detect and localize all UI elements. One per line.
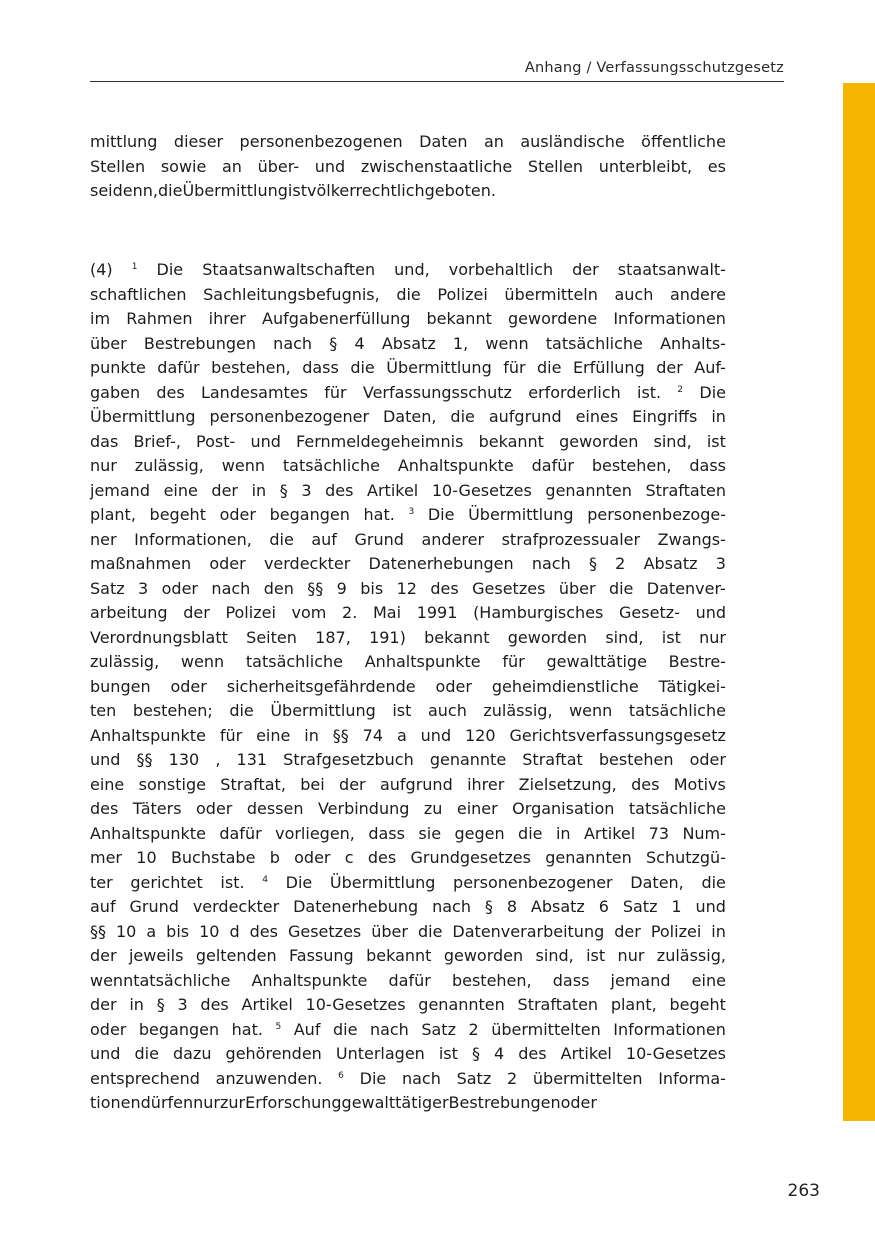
text-line: entsprechend anzuwenden. $^6$ Die nach Satz 2 übermittelten Informa- <box>90 1068 726 1088</box>
text-line: oder begangen hat. $^5$ Auf die nach Satz 2 übermittelten Informationen <box>90 1019 726 1039</box>
text-line: punkte dafür bestehen, dass die Übermittlung für die Erfüllung der Auf- <box>90 358 726 377</box>
text-line: ner Informationen, die auf Grund anderer strafprozessualer Zwangs- <box>90 529 726 549</box>
text-line: Übermittlung personenbezogener Daten, die aufgrund eines Eingriffs in <box>90 407 726 426</box>
text-line: der jeweils geltenden Fassung bekannt geworden sind, ist nur zulässig, <box>90 946 726 965</box>
text-line: bungen oder sicherheitsgefährdende oder geheimdienstliche Tätigkei- <box>90 676 726 696</box>
text-line: mer 10 Buchstabe b oder c des Grundgesetzes genannten Schutzgü- <box>90 848 726 867</box>
text-line: Stellen sowie an über- und zwischenstaatliche Stellen unterbleibt, es <box>90 156 726 176</box>
text-line: über Bestrebungen nach § 4 Absatz 1, wenn tatsächliche Anhalts- <box>90 333 726 353</box>
paragraph-section-4 <box>90 258 726 1116</box>
thumb-index-tab <box>843 83 875 1121</box>
text-line: der in § 3 des Artikel 10-Gesetzes genannten Straftaten plant, begeht <box>90 995 726 1014</box>
text-line: auf Grund verdeckter Datenerhebung nach § 8 Absatz 6 Satz 1 und <box>90 897 726 916</box>
text-line: gaben des Landesamtes für Verfassungsschutz erforderlich ist. $^2$ Die <box>90 382 726 402</box>
text-line: eine sonstige Straftat, bei der aufgrund ihrer Zielsetzung, des Motivs <box>90 774 726 794</box>
text-line: maßnahmen oder verdeckter Datenerhebungen nach § 2 Absatz 3 <box>90 554 726 573</box>
text-line: sei denn, die Übermittlung ist völkerrechtlich geboten. <box>90 181 496 200</box>
text-line: und die dazu gehörenden Unterlagen ist § 4 des Artikel 10-Gesetzes <box>90 1044 726 1063</box>
text-line: arbeitung der Polizei vom 2. Mai 1991 (Hamburgisches Gesetz- und <box>90 603 726 622</box>
text-line: nur zulässig, wenn tatsächliche Anhaltspunkte dafür bestehen, dass <box>90 456 726 475</box>
text-line: Verordnungsblatt Seiten 187, 191) bekannt geworden sind, ist nur <box>90 627 726 647</box>
text-line: tionen dürfen nur zur Erforschung gewalttätiger Bestrebungen oder <box>90 1093 597 1112</box>
text-line: das Brief-, Post- und Fernmeldegeheimnis bekannt geworden sind, ist <box>90 431 726 451</box>
paragraph-continuation <box>90 130 726 204</box>
text-line: Satz 3 oder nach den §§ 9 bis 12 des Gesetzes über die Datenver- <box>90 578 726 598</box>
text-line: und §§ 130 , 131 Strafgesetzbuch genannte Straftat bestehen oder <box>90 750 726 769</box>
text-line: schaftlichen Sachleitungsbefugnis, die Polizei übermitteln auch andere <box>90 284 726 304</box>
text-line: mittlung dieser personenbezogenen Daten an ausländische öffentliche <box>90 132 726 151</box>
text-line: §§ 10 a bis 10 d des Gesetzes über die Datenverarbeitung der Polizei in <box>90 921 726 941</box>
text-line: plant, begeht oder begangen hat. $^3$ Die Übermittlung personenbezoge- <box>90 505 726 524</box>
text-line: (4) $^1$ Die Staatsanwaltschaften und, vorbehaltlich der staatsanwalt- <box>90 260 726 279</box>
header-rule <box>90 81 784 82</box>
text-line: ter gerichtet ist. $^4$ Die Übermittlung personenbezogener Daten, die <box>90 872 726 892</box>
running-header: Anhang / Verfassungsschutzgesetz <box>524 60 784 76</box>
text-line: wenntatsächliche Anhaltspunkte dafür bestehen, dass jemand eine <box>90 970 726 990</box>
text-line: Anhaltspunkte für eine in §§ 74 a und 120 Gerichtsverfassungsgesetz <box>90 725 726 745</box>
text-line: Anhaltspunkte dafür vorliegen, dass sie gegen die in Artikel 73 Num- <box>90 823 726 843</box>
text-line: zulässig, wenn tatsächliche Anhaltspunkte für gewalttätige Bestre- <box>90 652 726 671</box>
text-line: des Täters oder dessen Verbindung zu einer Organisation tatsächliche <box>90 799 726 818</box>
text-line: im Rahmen ihrer Aufgabenerfüllung bekannt gewordene Informationen <box>90 309 726 328</box>
text-line: jemand eine der in § 3 des Artikel 10-Gesetzes genannten Straftaten <box>90 480 726 500</box>
text-line: ten bestehen; die Übermittlung ist auch zulässig, wenn tatsächliche <box>90 701 726 720</box>
page-number: 263 <box>787 1181 820 1201</box>
